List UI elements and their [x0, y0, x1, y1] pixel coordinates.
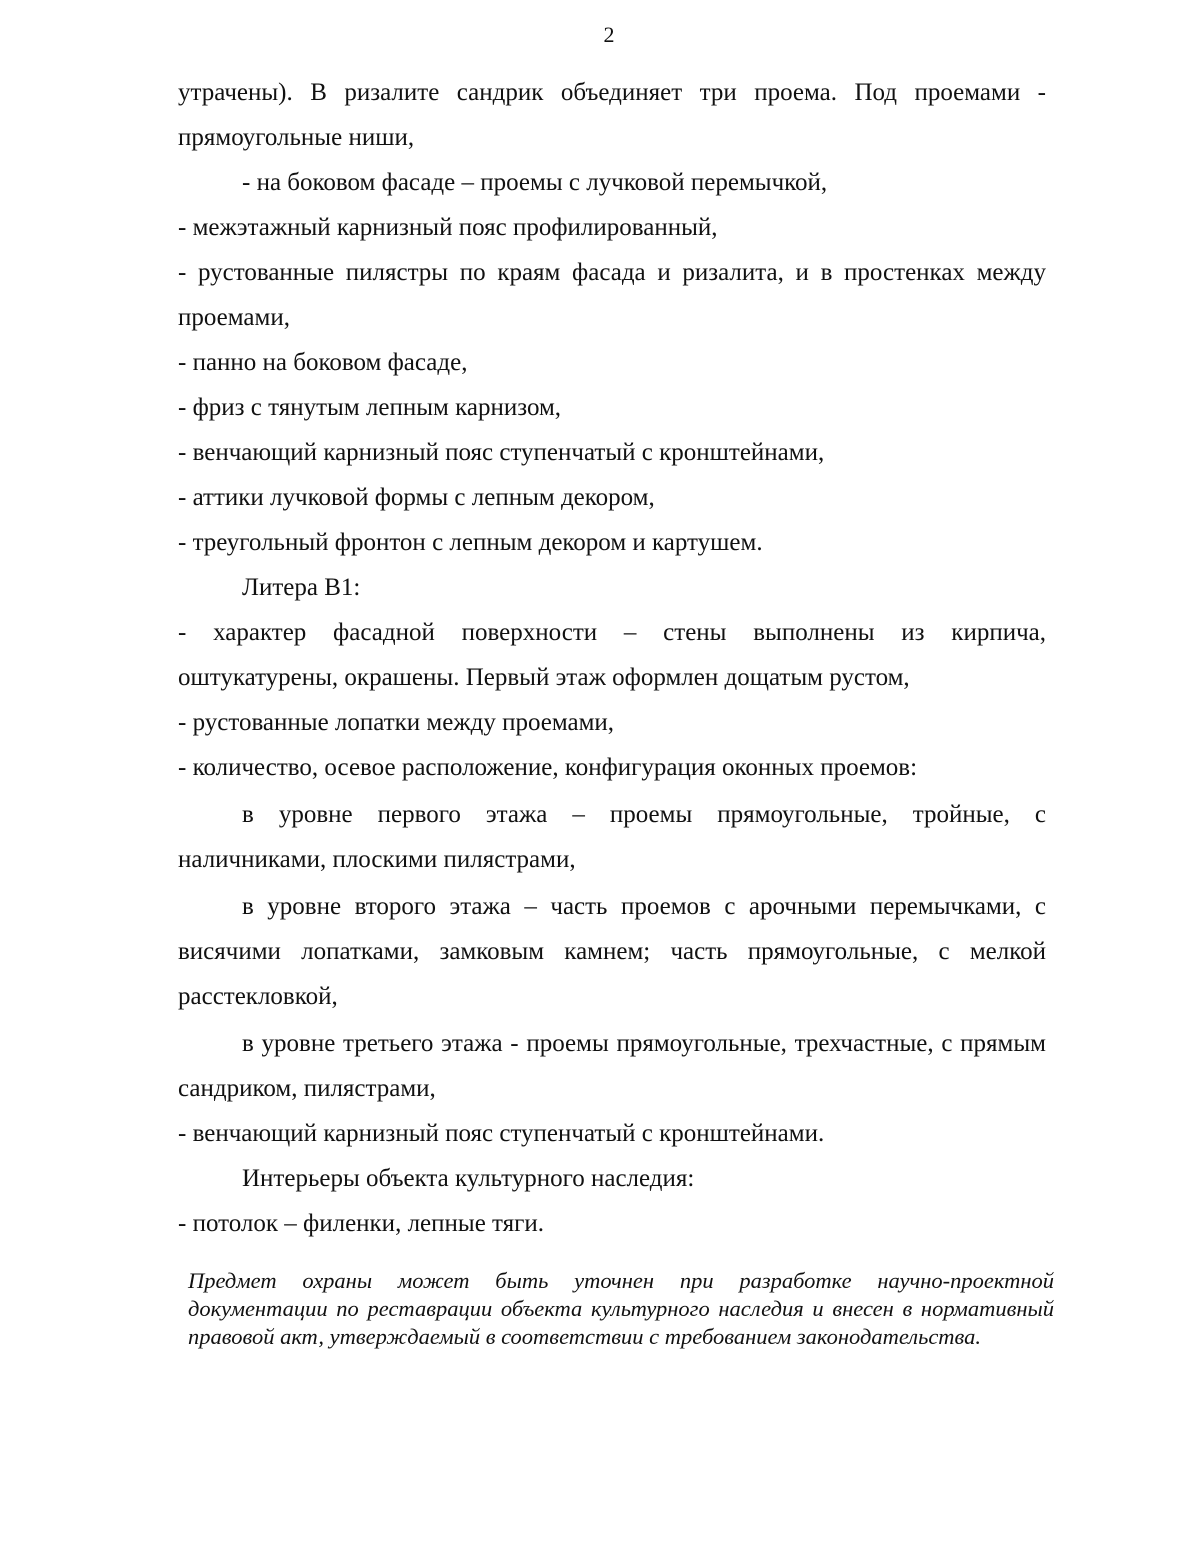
- list-item-pediment: - треугольный фронтон с лепным декором и картушем.: [178, 529, 763, 556]
- list-item-interfloor-cornice: - межэтажный карнизный пояс профилированный,: [178, 214, 718, 241]
- paragraph-first-floor: в уровне первого этажа – проемы прямоугольные, тройные, с наличниками, плоскими пилястрами,: [178, 801, 1046, 873]
- document-body: [178, 70, 1046, 1246]
- list-item-rusticated-blades: - рустованные лопатки между проемами,: [178, 709, 615, 736]
- list-item-crowning-cornice: - венчающий карнизный пояс ступенчатый с кронштейнами,: [178, 439, 825, 466]
- list-item-window-openings: - количество, осевое расположение, конфигурация оконных проемов:: [178, 754, 918, 781]
- list-item-frieze: - фриз с тянутым лепным карнизом,: [178, 394, 562, 421]
- protection-subject-note: Предмет охраны может быть уточнен при разработке научно-проектной документации по реставрации объекта культурного наследия и внесен в нормативный правовой акт, утверждаемый в соответствии с требованием законодательства.: [188, 1268, 1054, 1349]
- list-item-ceiling: - потолок – филенки, лепные тяги.: [178, 1210, 545, 1237]
- paragraph-third-floor: в уровне третьего этажа - проемы прямоугольные, трехчастные, с прямым сандриком, пилястрами,: [178, 1030, 1046, 1102]
- section-heading-litera-v1: Литера В1:: [242, 574, 361, 601]
- section-heading-interiors: Интерьеры объекта культурного наследия:: [242, 1165, 695, 1192]
- list-item-crowning-cornice-v1: - венчающий карнизный пояс ступенчатый с кронштейнами.: [178, 1120, 825, 1147]
- list-item-facade-surface: - характер фасадной поверхности – стены выполнены из кирпича, оштукатурены, окрашены. Первый этаж оформлен дощатым рустом,: [178, 619, 1046, 691]
- list-item-panel: - панно на боковом фасаде,: [178, 349, 468, 376]
- list-item-attics: - аттики лучковой формы с лепным декором,: [178, 484, 655, 511]
- list-item-side-facade-openings: - на боковом фасаде – проемы с лучковой перемычкой,: [242, 169, 828, 196]
- page-number: 2: [603, 22, 615, 47]
- paragraph-rizalit-continuation: утрачены). В ризалите сандрик объединяет три проема. Под проемами - прямоугольные ниши,: [178, 79, 1046, 151]
- paragraph-second-floor: в уровне второго этажа – часть проемов с арочными перемычками, с висячими лопатками, замковым камнем; часть прямоугольные, с мелкой расстекловкой,: [178, 893, 1046, 1010]
- list-item-rusticated-pilasters: - рустованные пилястры по краям фасада и ризалита, и в простенках между проемами,: [178, 259, 1046, 331]
